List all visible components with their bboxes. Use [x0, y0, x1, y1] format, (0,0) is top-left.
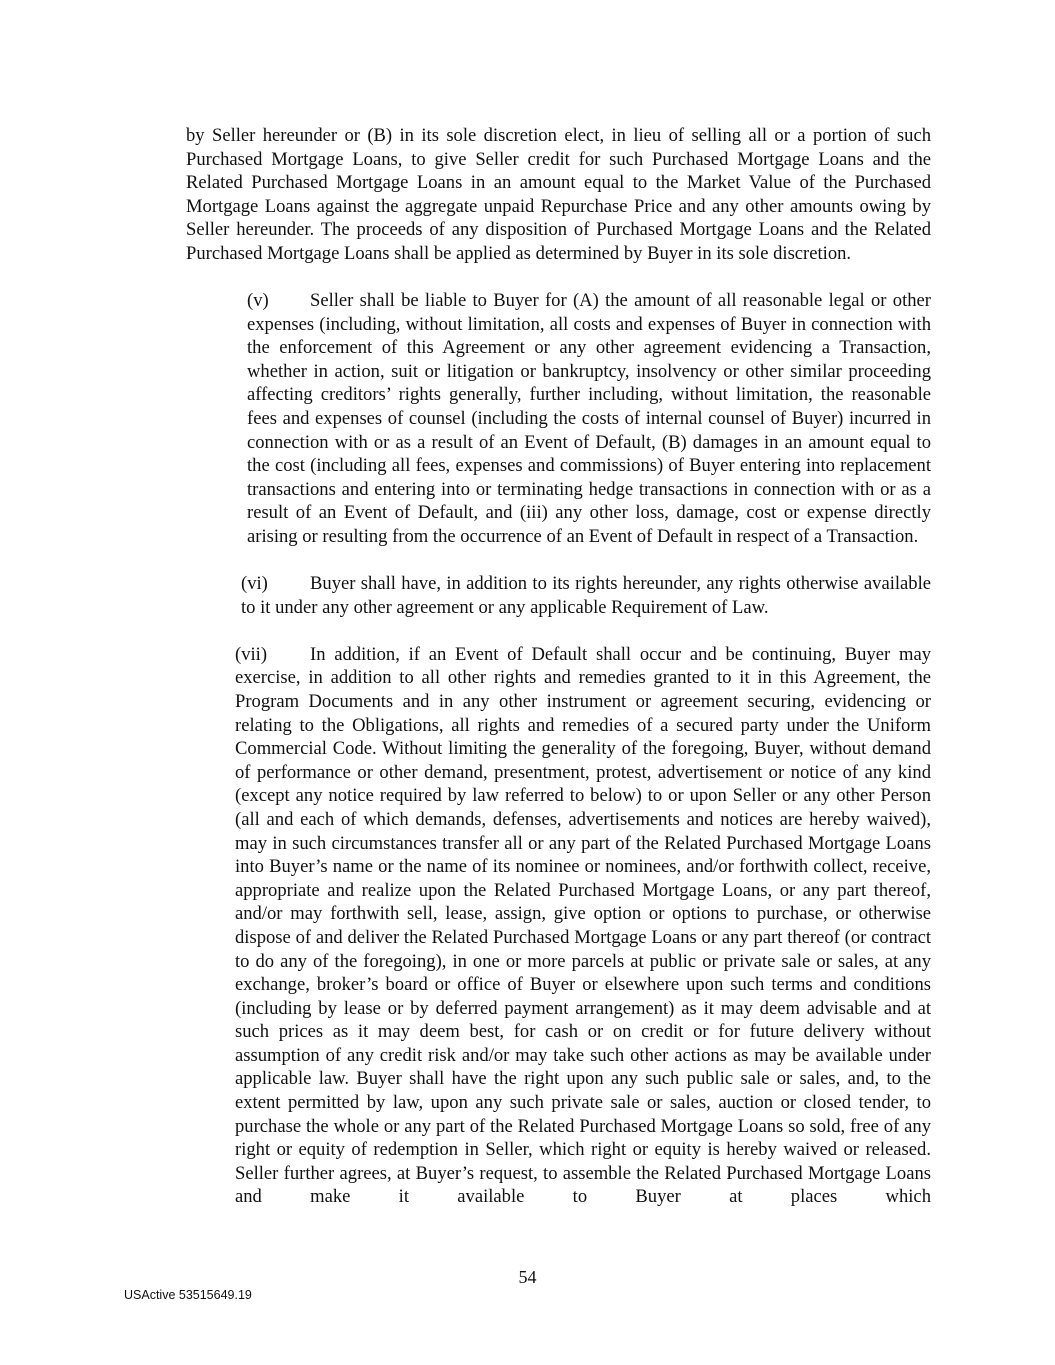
paragraph-text: by Seller hereunder or (B) in its sole discretion elect, in lieu of selling all or a portion of such Purchased Mortgage Loans, to give Seller credit for such Purchased Mortgage Loans and the Related Purchased Mortgage Loans in an amount equal to the Market Value of the Purchased Mortgage Loans against the aggregate unpaid Repurchase Price and any other amounts owing by Seller hereunder. The proceeds of any disposition of Purchased Mortgage Loans and the Related Purchased Mortgage Loans shall be applied as determined by Buyer in its sole discretion. — [186, 125, 931, 264]
paragraph-text: Buyer shall have, in addition to its rights hereunder, any rights otherwise available to it under any other agreement or any applicable Requirement of Law. — [241, 573, 931, 618]
document-body — [186, 124, 931, 1209]
paragraph-number: (vii) — [235, 643, 268, 665]
paragraph-text: Seller shall be liable to Buyer for (A) the amount of all reasonable legal or other expenses (including, without limitation, all costs and expenses of Buyer in connection with the enforcement of this Agreement or any other agreement evidencing a Transaction, whether in action, suit or litigation or bankruptcy, insolvency or other similar proceeding affecting creditors’ rights generally, further including, without limitation, the reasonable fees and expenses of counsel (including the costs of internal counsel of Buyer) incurred in connection with or as a result of an Event of Default, (B) damages in an amount equal to the cost (including all fees, expenses and commissions) of Buyer entering into replacement transactions and entering into or terminating hedge transactions in connection with or as a result of an Event of Default, and (iii) any other loss, damage, cost or expense directly arising or resulting from the occurrence of an Event of Default in respect of a Transaction. — [247, 290, 931, 547]
paragraph-number: (vi) — [241, 573, 268, 595]
footer-document-id: USActive 53515649.19 — [124, 1288, 252, 1302]
paragraph-v — [186, 289, 931, 549]
paragraph-vii — [186, 643, 931, 1209]
paragraph-number: (v) — [247, 290, 269, 312]
paragraph-vi — [186, 572, 931, 619]
page-number: 54 — [518, 1267, 537, 1287]
paragraph-continuation — [186, 124, 931, 266]
paragraph-text: In addition, if an Event of Default shall occur and be continuing, Buyer may exercise, in addition to all other rights and remedies granted to it in this Agreement, the Program Documents and in any other instrument or agreement securing, evidencing or relating to the Obligations, all rights and remedies of a secured party under the Uniform Commercial Code. Without limiting the generality of the foregoing, Buyer, without demand of performance or other demand, presentment, protest, advertisement or notice of any kind (except any notice required by law referred to below) to or upon Seller or any other Person (all and each of which demands, defenses, advertisements and notices are hereby waived), may in such circumstances transfer all or any part of the Related Purchased Mortgage Loans into Buyer’s name or the name of its nominee or nominees, and/or forthwith collect, receive, appropriate and realize upon the Related Purchased Mortgage Loans, or any part thereof, and/or may forthwith sell, lease, assign, give option or options to purchase, or otherwise dispose of and deliver the Related Purchased Mortgage Loans or any part thereof (or contract to do any of the foregoing), in one or more parcels at public or private sale or sales, at any exchange, broker’s board or office of Buyer or elsewhere upon such terms and conditions (including by lease or by deferred payment arrangement) as it may deem advisable and at such prices as it may deem best, for cash or on credit or for future delivery without assumption of any credit risk and/or may take such other actions as may be available under applicable law. Buyer shall have the right upon any such public sale or sales, and, to the extent permitted by law, upon any such private sale or sales, auction or closed tender, to purchase the whole or any part of the Related Purchased Mortgage Loans so sold, free of any right or equity of redemption in Seller, which right or equity is hereby waived or released. Seller further agrees, at Buyer’s request, to assemble the Related Purchased Mortgage Loans and make it available to Buyer at places which — [235, 643, 931, 1208]
